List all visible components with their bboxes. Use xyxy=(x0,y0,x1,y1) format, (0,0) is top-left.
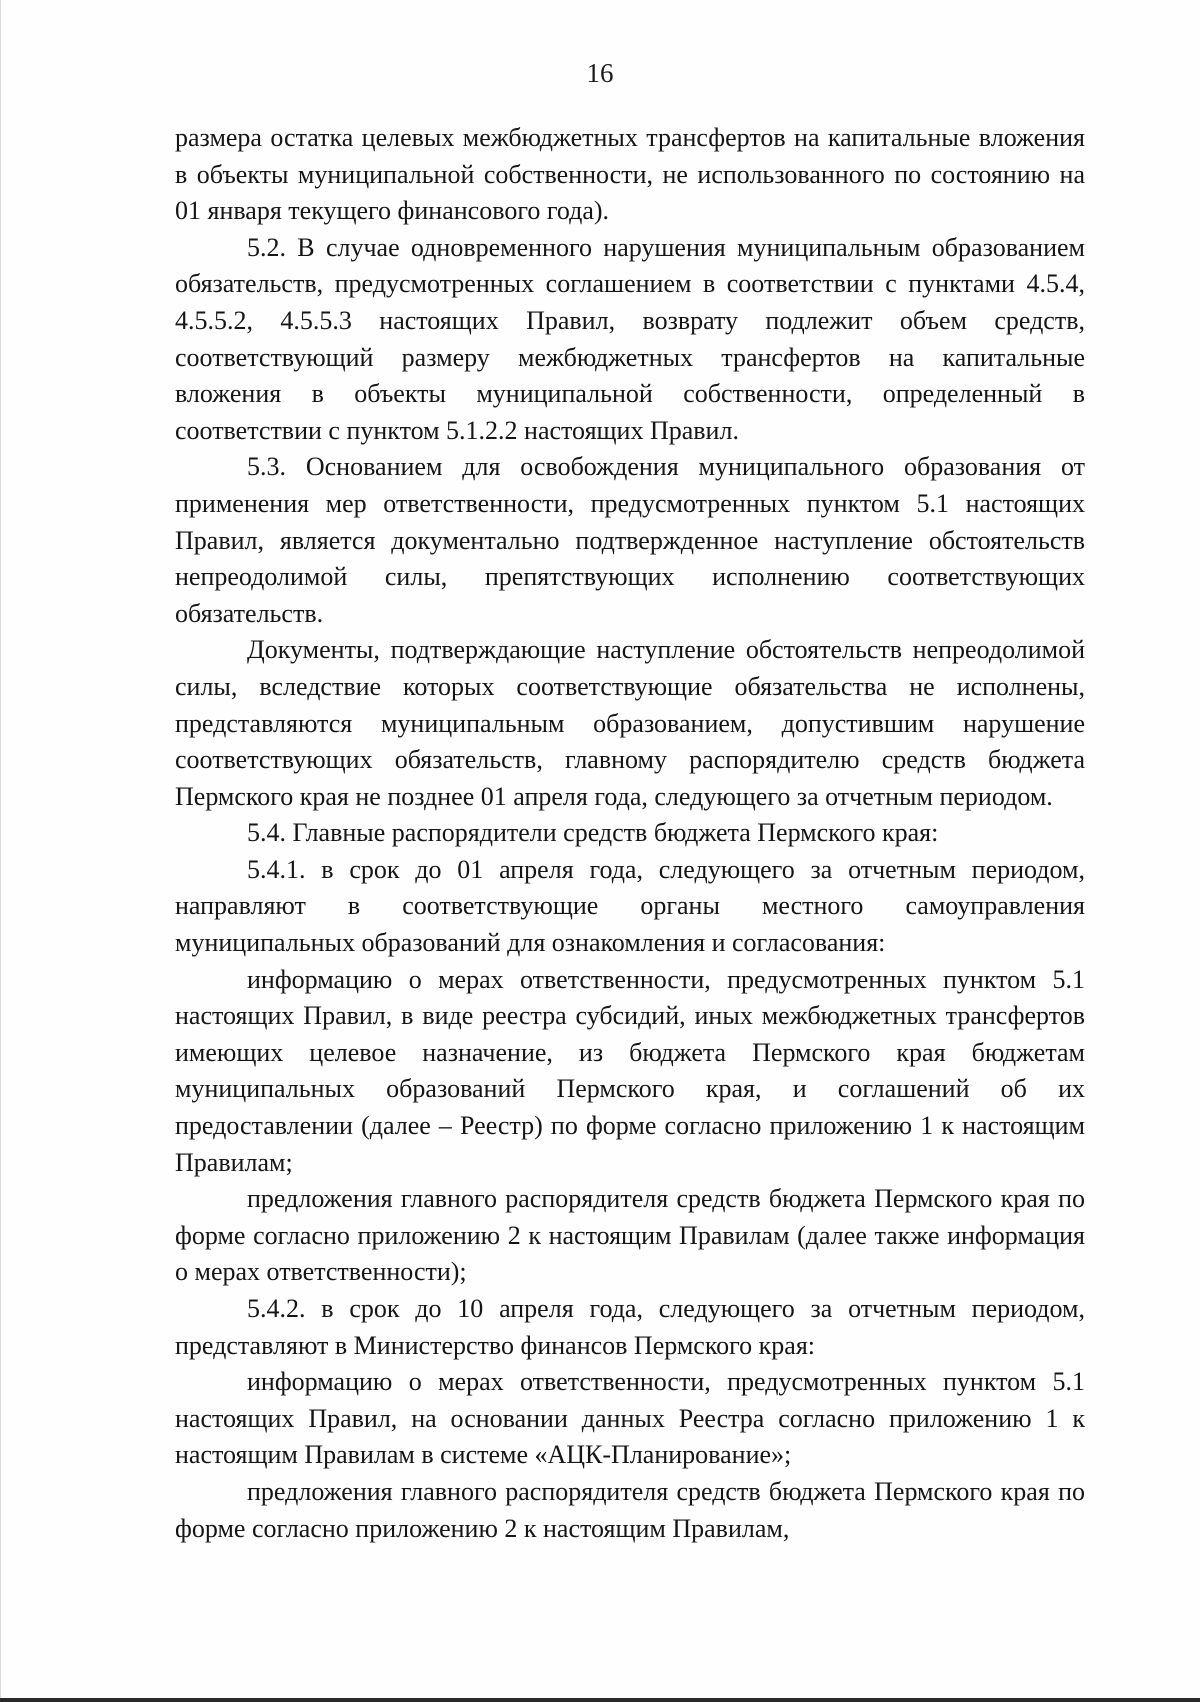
paragraph: 5.4. Главные распорядители средств бюджета Пермского края: xyxy=(247,818,939,848)
paragraph: предложения главного распорядителя средств бюджета Пермского края по форме согласно приложению 2 к настоящим Правилам, xyxy=(175,1476,1085,1543)
scan-edge-bottom xyxy=(0,1698,1200,1702)
document-body xyxy=(175,120,1085,1547)
paragraph: 5.2. В случае одновременного нарушения муниципальным образованием обязательств, предусмотренных соглашением в соответствии с пунктами 4.5.4, 4.5.5.2, 4.5.5.3 настоящих Правил, возврату подлежит объем средств, соответствующий размеру межбюджетных трансфертов на капитальные вложения в объекты муниципальной собственности, определенный в соответствии с пунктом 5.1.2.2 настоящих Правил. xyxy=(175,232,1085,445)
paragraph: Документы, подтверждающие наступление обстоятельств непреодолимой силы, вследствие которых соответствующие обязательства не исполнены, представляются муниципальным образованием, допустившим нарушение соответствующих обязательств, главному распорядителю средств бюджета Пермского края не позднее 01 апреля года, следующего за отчетным периодом. xyxy=(175,635,1085,811)
paragraph: размера остатка целевых межбюджетных трансфертов на капитальные вложения в объекты муниципальной собственности, не использованного по состоянию на 01 января текущего финансового года). xyxy=(175,123,1085,226)
paragraph: 5.4.2. в срок до 10 апреля года, следующего за отчетным периодом, представляют в Министерство финансов Пермского края: xyxy=(175,1294,1085,1360)
scan-edge-left xyxy=(0,0,1,1702)
paragraph: предложения главного распорядителя средств бюджета Пермского края по форме согласно приложению 2 к настоящим Правилам (далее также информация о мерах ответственности); xyxy=(175,1184,1085,1287)
paragraph: 5.3. Основанием для освобождения муниципального образования от применения мер ответственности, предусмотренных пунктом 5.1 настоящих Правил, является документально подтвержденное наступление обстоятельств непреодолимой силы, препятствующих исполнению соответствующих обязательств. xyxy=(175,452,1085,628)
paragraph: информацию о мерах ответственности, предусмотренных пунктом 5.1 настоящих Правил, на основании данных Реестра согласно приложению 1 к настоящим Правилам в системе «АЦК-Планирование»; xyxy=(175,1367,1085,1470)
page-number: 16 xyxy=(586,58,614,88)
paragraph: информацию о мерах ответственности, предусмотренных пунктом 5.1 настоящих Правил, в виде реестра субсидий, иных межбюджетных трансфертов имеющих целевое назначение, из бюджета Пермского края бюджетам муниципальных образований Пермского края, и соглашений об их предоставлении (далее – Реестр) по форме согласно приложению 1 к настоящим Правилам; xyxy=(175,964,1085,1177)
paragraph: 5.4.1. в срок до 01 апреля года, следующего за отчетным периодом, направляют в соответствующие органы местного самоуправления муниципальных образований для ознакомления и согласования: xyxy=(175,854,1085,958)
